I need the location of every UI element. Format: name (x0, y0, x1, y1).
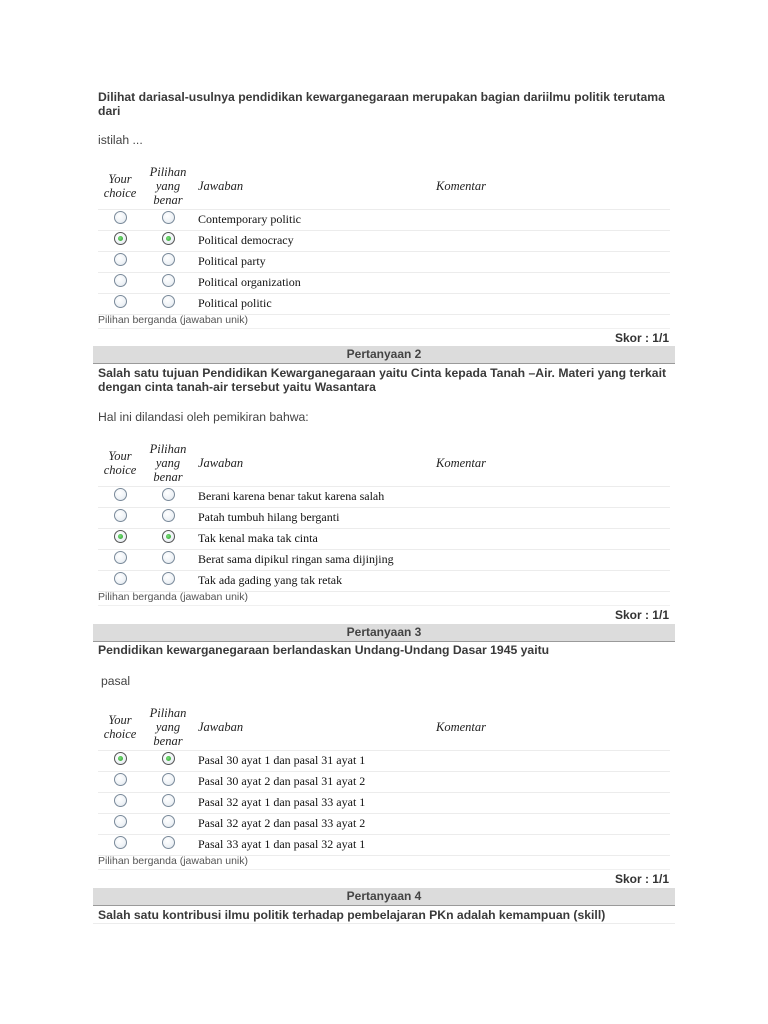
correct-choice-radio-selected (162, 530, 175, 543)
correct-choice-radio (162, 551, 175, 564)
answer-option: Berani karena benar takut karena salah (198, 489, 385, 503)
your-choice-radio[interactable] (114, 773, 127, 786)
header-correct-choice: Pilihan yang benar (149, 165, 187, 207)
row-divider (98, 251, 670, 252)
row-divider (98, 792, 670, 793)
header-answer: Jawaban (198, 456, 244, 470)
row-divider (98, 230, 670, 231)
question-3-text: Pendidikan kewarganegaraan berlandaskan Undang-Undang Dasar 1945 yaitu (98, 643, 550, 657)
question-type: Pilihan berganda (jawaban unik) (98, 855, 249, 867)
answer-option: Political democracy (198, 233, 294, 247)
row-divider (98, 209, 670, 210)
question-1-subtext: istilah ... (98, 133, 143, 147)
correct-choice-radio (162, 572, 175, 585)
score-label: Skor : 1/1 (614, 331, 669, 345)
your-choice-radio[interactable] (114, 551, 127, 564)
answer-option: Pasal 30 ayat 2 dan pasal 31 ayat 2 (198, 774, 366, 788)
row-divider (98, 834, 670, 835)
answer-option: Tak kenal maka tak cinta (198, 531, 318, 545)
your-choice-radio[interactable] (114, 253, 127, 266)
header-comment: Komentar (436, 456, 486, 470)
question-type: Pilihan berganda (jawaban unik) (98, 314, 249, 326)
row-divider (98, 813, 670, 814)
question-3-header: Pertanyaan 3 (93, 624, 675, 642)
score-label: Skor : 1/1 (614, 872, 669, 886)
header-your-choice: Your choice (103, 172, 137, 200)
header-your-choice: Your choice (103, 449, 137, 477)
correct-choice-radio (162, 253, 175, 266)
question-4-header: Pertanyaan 4 (93, 888, 675, 906)
row-divider (98, 605, 670, 606)
your-choice-radio-selected[interactable] (114, 232, 127, 245)
answer-option: Tak ada gading yang tak retak (198, 573, 343, 587)
answer-option: Political politic (198, 296, 272, 310)
question-type: Pilihan berganda (jawaban unik) (98, 591, 249, 603)
question-4-text: Salah satu kontribusi ilmu politik terhadap pembelajaran PKn adalah kemampuan (skill) (98, 908, 606, 922)
correct-choice-radio (162, 773, 175, 786)
header-correct-choice: Pilihan yang benar (149, 706, 187, 748)
row-divider (98, 272, 670, 273)
correct-choice-radio (162, 794, 175, 807)
question-2-header: Pertanyaan 2 (93, 346, 675, 364)
correct-choice-radio (162, 488, 175, 501)
answer-option: Pasal 30 ayat 1 dan pasal 31 ayat 1 (198, 753, 366, 767)
correct-choice-radio (162, 836, 175, 849)
answer-option: Pasal 33 ayat 1 dan pasal 32 ayat 1 (198, 837, 366, 851)
header-comment: Komentar (436, 179, 486, 193)
correct-choice-radio (162, 815, 175, 828)
correct-choice-radio (162, 295, 175, 308)
row-divider (98, 570, 670, 571)
correct-choice-radio (162, 211, 175, 224)
header-comment: Komentar (436, 720, 486, 734)
answer-option: Pasal 32 ayat 1 dan pasal 33 ayat 1 (198, 795, 366, 809)
your-choice-radio[interactable] (114, 836, 127, 849)
row-divider (98, 771, 670, 772)
answer-option: Political party (198, 254, 266, 268)
row-divider (98, 869, 670, 870)
question-2-text: Salah satu tujuan Pendidikan Kewarganegaraan yaitu Cinta kepada Tanah –Air. Materi yang terkait dengan cinta tanah-air tersebut yaitu Wasantara (98, 366, 667, 394)
question-2-subtext: Hal ini dilandasi oleh pemikiran bahwa: (98, 410, 309, 424)
correct-choice-radio-selected (162, 752, 175, 765)
row-divider (98, 293, 670, 294)
your-choice-radio[interactable] (114, 488, 127, 501)
header-answer: Jawaban (198, 720, 244, 734)
row-divider (98, 507, 670, 508)
correct-choice-radio-selected (162, 232, 175, 245)
your-choice-radio[interactable] (114, 295, 127, 308)
header-answer: Jawaban (198, 179, 244, 193)
answer-option: Contemporary politic (198, 212, 301, 226)
row-divider (98, 750, 670, 751)
answer-option: Berat sama dipikul ringan sama dijinjing (198, 552, 394, 566)
your-choice-radio[interactable] (114, 815, 127, 828)
score-label: Skor : 1/1 (614, 608, 669, 622)
your-choice-radio[interactable] (114, 794, 127, 807)
your-choice-radio-selected[interactable] (114, 530, 127, 543)
your-choice-radio[interactable] (114, 572, 127, 585)
row-divider (98, 549, 670, 550)
correct-choice-radio (162, 509, 175, 522)
correct-choice-radio (162, 274, 175, 287)
your-choice-radio[interactable] (114, 211, 127, 224)
answer-option: Patah tumbuh hilang berganti (198, 510, 340, 524)
your-choice-radio[interactable] (114, 274, 127, 287)
question-3-subtext: pasal (101, 674, 131, 688)
answer-option: Political organization (198, 275, 301, 289)
question-1-text: Dilihat dariasal-usulnya pendidikan kewarganegaraan merupakan bagian dariilmu politik terutama dari (98, 90, 665, 118)
your-choice-radio-selected[interactable] (114, 752, 127, 765)
header-correct-choice: Pilihan yang benar (149, 442, 187, 484)
row-divider (98, 328, 670, 329)
row-divider (93, 923, 675, 924)
row-divider (98, 486, 670, 487)
row-divider (98, 528, 670, 529)
header-your-choice: Your choice (103, 713, 137, 741)
answer-option: Pasal 32 ayat 2 dan pasal 33 ayat 2 (198, 816, 366, 830)
your-choice-radio[interactable] (114, 509, 127, 522)
